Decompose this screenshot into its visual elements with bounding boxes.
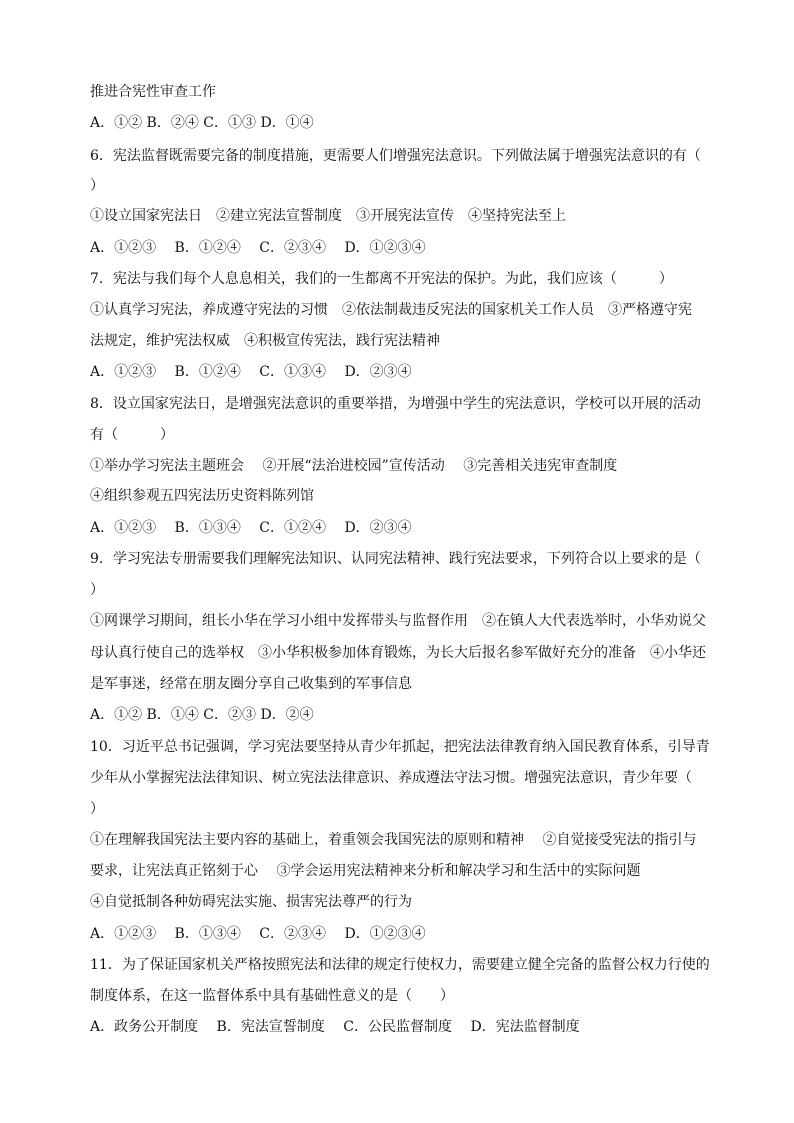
choice-statements: ①设立国家宪法日 ②建立宪法宣誓制度 ③开展宪法宣传 ④坚持宪法至上 [90,208,566,224]
choice-statements: ①在理解我国宪法主要内容的基础上，着重领会我国宪法的原则和精神 ②自觉接受宪法的指引与 [90,832,697,848]
text-line: 有（ ） [90,427,174,443]
choice-statements: ①网课学习期间，组长小华在学习小组中发挥带头与监督作用 ②在镇人大代表选举时，小华劝说父 [90,613,706,629]
choice-statements: 法规定，维护宪法权威 ④积极宣传宪法，践行宪法精神 [90,333,440,349]
question-8: 8．设立国家宪法日，是增强宪法意识的重要举措，为增强中学生的宪法意识，学校可以开展的活动 [90,396,701,412]
choice-statements: ④组织参观五四宪法历史资料陈列馆 [90,488,314,504]
answer-options: A．政务公开制度 B．宪法宣誓制度 C．公民监督制度 D．宪法监督制度 [90,1019,580,1035]
answer-options: A．①② B．①④ C．②③ D．②④ [90,707,314,723]
text-line: 推进合宪性审查工作 [90,84,216,100]
question-9: 9．学习宪法专册需要我们理解宪法知识、认同宪法精神、践行宪法要求，下列符合以上要求的是（ [90,551,701,567]
answer-options: A．①②③ B．①③④ C．②③④ D．①②③④ [90,926,426,942]
question-6: 6．宪法监督既需要完备的制度措施，更需要人们增强宪法意识。下列做法属于增强宪法意识的有（ [90,148,701,164]
choice-statements: ①举办学习宪法主题班会 ②开展“法治进校园”宣传活动 ③完善相关违宪审查制度 [90,458,618,474]
question-10: 10．习近平总书记强调，学习宪法要坚持从青少年抓起，把宪法法律教育纳入国民教育体系，引导青 [90,739,710,755]
answer-options: A．①②③ B．①③④ C．①②④ D．②③④ [90,520,412,536]
text-line: ） [90,582,104,598]
text-line: 少年从小掌握宪法法律知识、树立宪法法律意识、养成遵法守法习惯。增强宪法意识，青少年要（ [90,770,692,786]
answer-options: A．①②③ B．①②④ C．②③④ D．①②③④ [90,240,426,256]
choice-statements: 母认真行使自己的选举权 ③小华积极参加体育锻炼，为长大后报名参军做好充分的准备 ④小华还 [90,645,706,661]
choice-statements: ④自觉抵制各种妨碍宪法实施、损害宪法尊严的行为 [90,894,412,910]
choice-statements: 要求，让宪法真正铭刻于心 ③学会运用宪法精神来分析和解决学习和生活中的实际问题 [90,863,641,879]
text-line: ） [90,801,104,817]
text-line: 制度体系，在这一监督体系中具有基础性意义的是（ ） [90,988,454,1004]
question-7: 7．宪法与我们每个人息息相关，我们的一生都离不开宪法的保护。为此，我们应该（ ） [90,271,673,287]
answer-options: A．①②③ B．①②④ C．①③④ D．②③④ [90,364,412,380]
choice-statements: ①认真学习宪法，养成遵守宪法的习惯 ②依法制裁违反宪法的国家机关工作人员 ③严格遵守宪 [90,302,692,318]
answer-options: A．①② B．②④ C．①③ D．①④ [90,115,314,131]
text-line: ） [90,178,104,194]
question-11: 11．为了保证国家机关严格按照宪法和法律的规定行使权力，需要建立健全完备的监督公权力行使的 [90,957,710,973]
choice-statements: 是军事迷，经常在朋友圈分享自己收集到的军事信息 [90,676,412,692]
